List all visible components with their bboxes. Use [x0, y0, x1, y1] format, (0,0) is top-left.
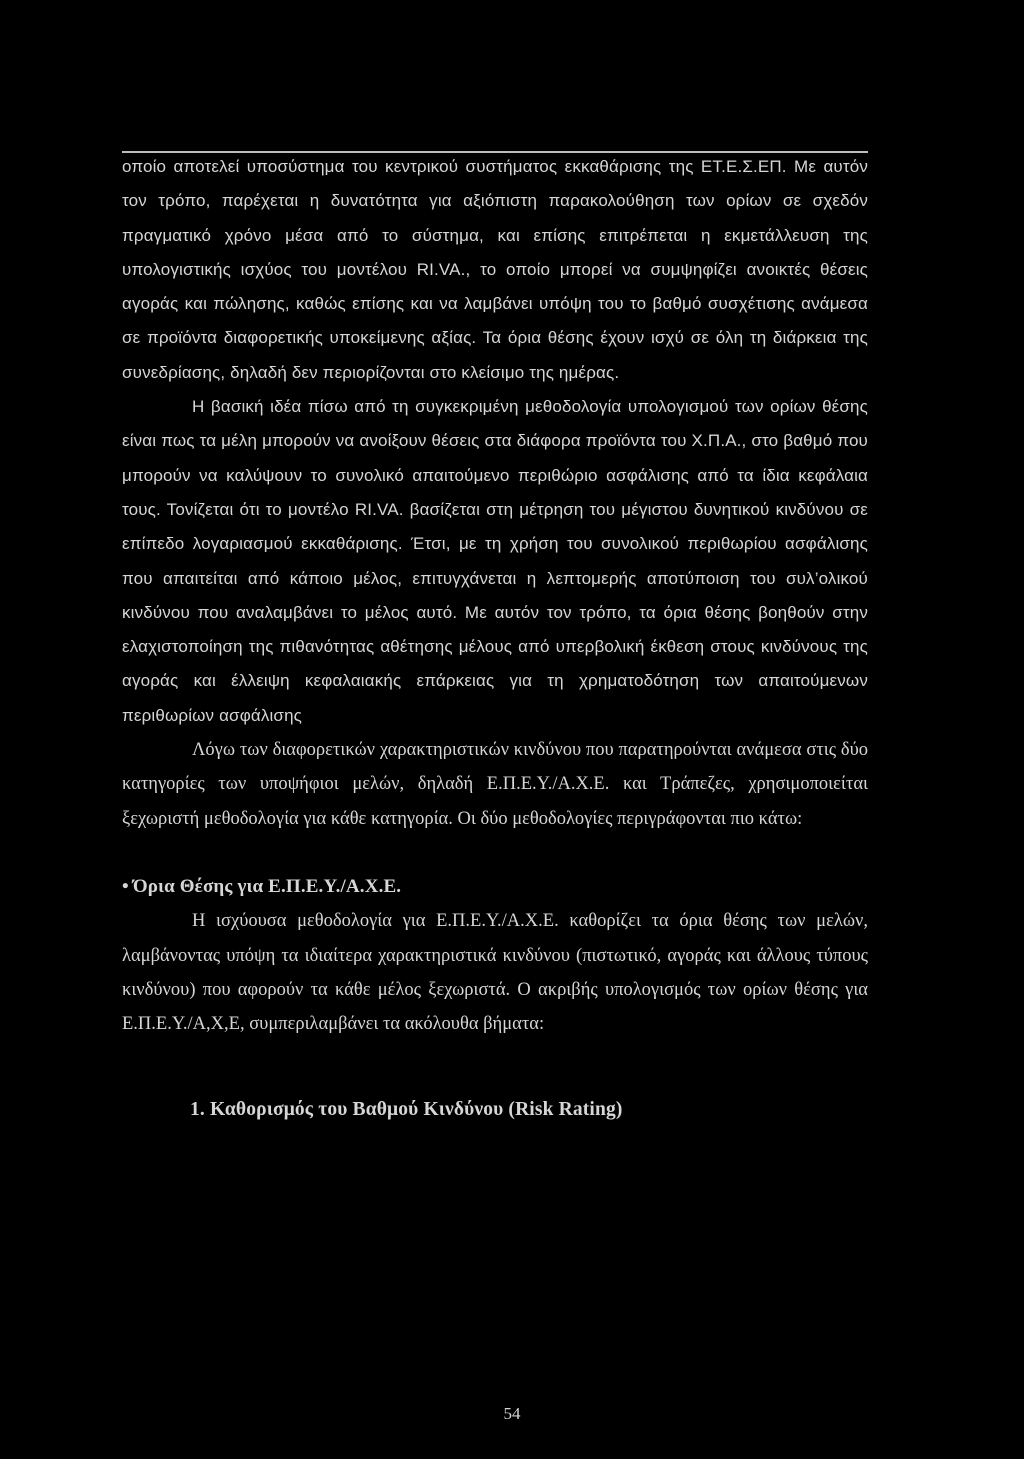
bullet-heading-text: Όρια Θέσης για Ε.Π.Ε.Υ./Α.Χ.Ε.: [132, 875, 402, 897]
paragraph-methodology-idea: Η βασική ιδέα πίσω από τη συγκεκριμένη μεθοδολογία υπολογισμού των ορίων θέσης είναι πως τα μέλη μπορούν να ανοίξουν θέσεις στα διάφορα προϊόντα του Χ.Π.Α., στο βαθμό που μπορούν να καλύψουν το συνολικό απαιτούμενο περιθώριο ασφάλισης από τα ίδια κεφάλαια τους. Τονίζεται ότι το μοντέλο RI.VA. βασίζεται στη μέτρηση του μέγιστου δυνητικού κινδύνου σε επίπεδο λογαριασμού εκκαθάρισης. Έτσι, με τη χρήση του συνολικού περιθωρίου ασφάλισης που απαιτείται από κάποιο μέλος, επιτυγχάνεται η λεπτομερής αποτύποιση του συλ’ολικού κινδύνου που αναλαμβάνει το μέλος αυτό. Με αυτόν τον τρόπο, τα όρια θέσης βοηθούν στην ελαχιστοποίηση της πιθανότητας αθέτησης μέλους από υπερβολική έκθεση στους κινδύνους της αγοράς και έλλειψη κεφαλαιακής επάρκειας για τη χρηματοδότηση των απαιτούμενων περιθωρίων ασφάλισης: [122, 397, 868, 725]
spacer: [122, 836, 868, 870]
paragraph-current-methodology: Η ισχύουσα μεθοδολογία για Ε.Π.Ε.Υ./Α.Χ.Ε. καθορίζει τα όρια θέσης των μελών, λαμβάνοντας υπόψη τα ιδιαίτερα χαρακτηριστικά κινδύνου (πιστωτικό, αγοράς και άλλους τύπους κινδύνου) που αφορούν τα κάθε μέλος ξεχωριστά. Ο ακριβής υπολογισμός των ορίων θέσης για Ε.Π.Ε.Υ./Α,Χ,Ε, συμπεριλαμβάνει τα ακόλουθα βήματα:: [122, 911, 868, 1035]
document-body: [122, 150, 868, 1128]
paragraph-member-categories: Λόγω των διαφορετικών χαρακτηριστικών κινδύνου που παρατηρούνται ανάμεσα στις δύο κατηγορίες των υποψήφιοι μελών, δηλαδή Ε.Π.Ε.Υ./Α.Χ.Ε. και Τράπεζες, χρησιμοποιείται ξεχωριστή μεθοδολογία για κάθε κατηγορία. Οι δύο μεθοδολογίες περιγράφονται πιο κάτω:: [122, 740, 868, 829]
bullet-heading-position-limits: [122, 870, 868, 904]
paragraph-continuation: οποίο αποτελεί υποσύστημα του κεντρικού συστήματος εκκαθάρισης της ΕΤ.Ε.Σ.ΕΠ. Με αυτόν τον τρόπο, παρέχεται η δυνατότητα για αξιόπιστη παρακολούθηση των ορίων σε σχεδόν πραγματικό χρόνο μέσα από το σύστημα, και επίσης επιτρέπεται η εκμετάλλευση της υπολογιστικής ισχύος του μοντέλου RI.VA., το οποίο μπορεί να συμψηφίζει ανοικτές θέσεις αγοράς και πώλησης, καθώς επίσης και να λαμβάνει υπόψη του το βαθμό συσχέτισης ανάμεσα σε προϊόντα διαφορετικής υποκείμενης αξίας. Τα όρια θέσης έχουν ισχύ σε όλη τη διάρκεια της συνεδρίασης, δηλαδή δεν περιορίζονται στο κλείσιμο της ημέρας.: [122, 157, 868, 382]
page-number: 54: [503, 1404, 521, 1423]
bullet-icon: •: [122, 875, 129, 897]
numbered-heading-risk-rating: 1. Καθορισμός του Βαθμού Κινδύνου (Risk Rating): [190, 1099, 623, 1121]
spacer: [122, 1041, 868, 1093]
